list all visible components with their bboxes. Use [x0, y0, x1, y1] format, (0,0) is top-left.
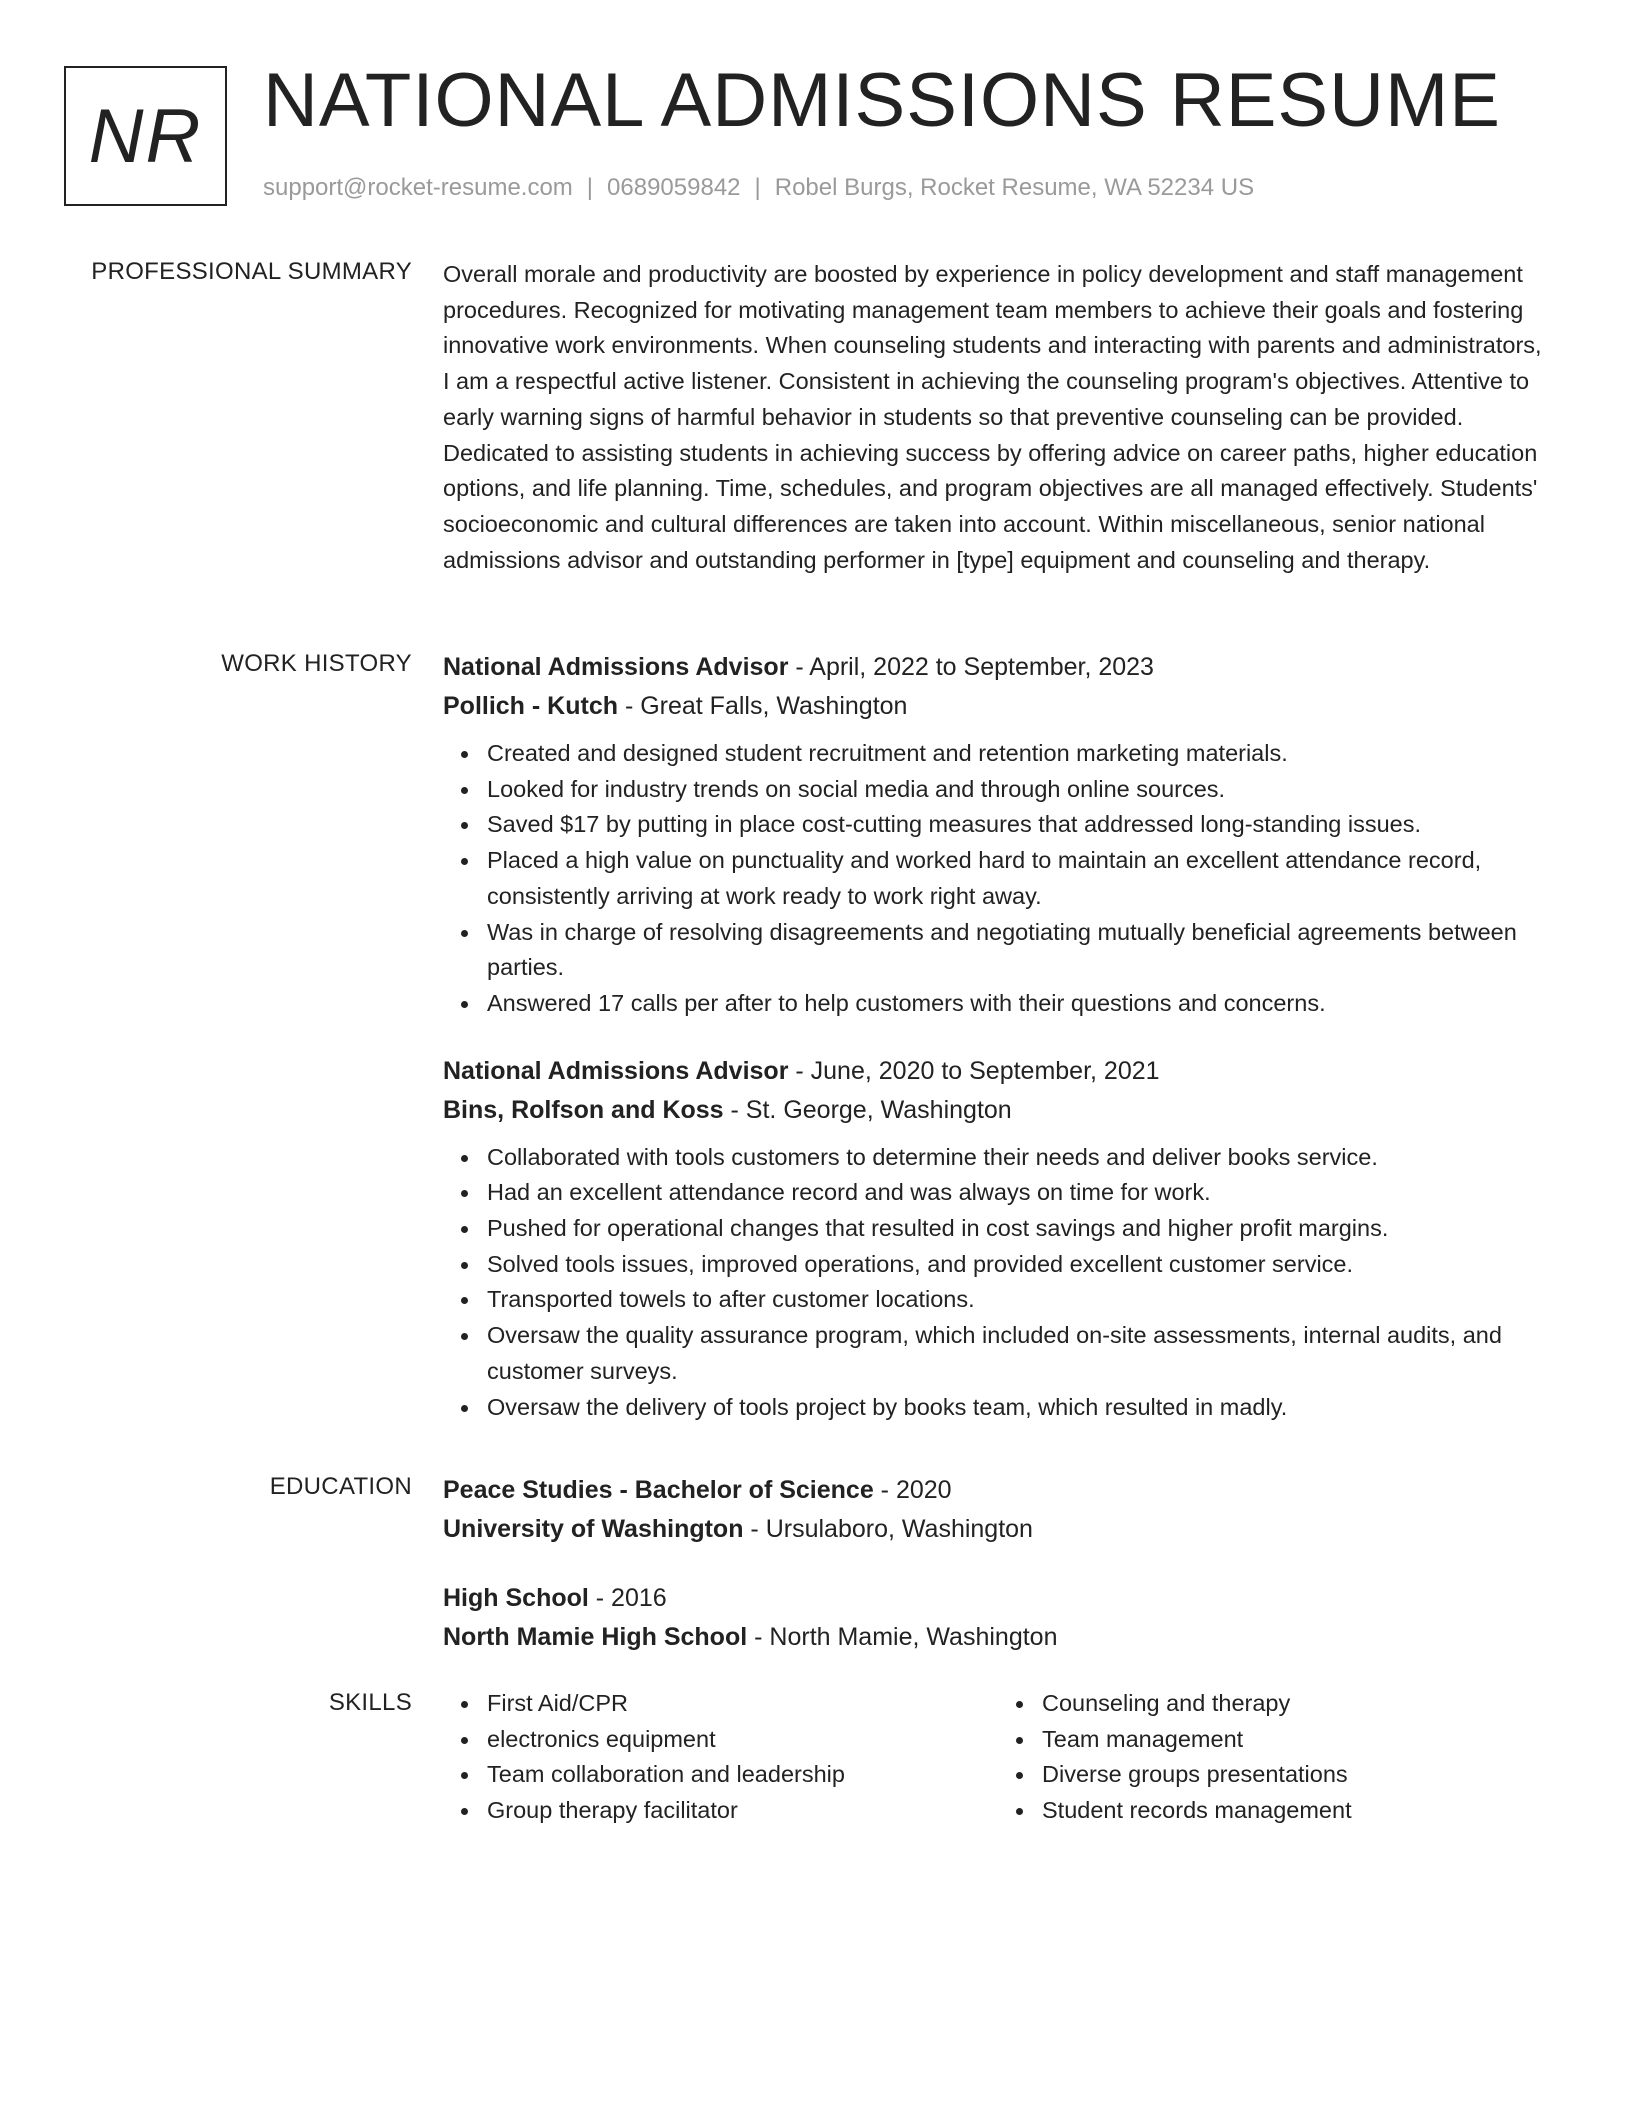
section-label-education: EDUCATION [269, 1473, 412, 1500]
job-bullet: Saved $17 by putting in place cost-cutting measures that addressed long-standing issues. [487, 807, 1553, 843]
skills-list-right [998, 1686, 1553, 1829]
job-location: - St. George, Washington [723, 1095, 1012, 1124]
skills-columns [443, 1686, 1553, 1829]
section-label-summary: PROFESSIONAL SUMMARY [91, 258, 412, 285]
section-label-work-history: WORK HISTORY [221, 650, 412, 677]
job-title-line [443, 1052, 1553, 1091]
job-bullet: Placed a high value on punctuality and worked hard to maintain an excellent attendance record, consistently arriving at work ready to work right away. [487, 843, 1553, 914]
education-location: - North Mamie, Washington [747, 1623, 1058, 1651]
education-degree: Peace Studies - Bachelor of Science [443, 1476, 874, 1504]
job-bullets [443, 736, 1553, 1022]
contact-line [263, 174, 1254, 202]
skill-item: Counseling and therapy [1042, 1686, 1553, 1722]
skill-item: First Aid/CPR [487, 1686, 998, 1722]
contact-phone[interactable]: 0689059842 [607, 174, 741, 201]
job-bullet: Looked for industry trends on social media and through online sources. [487, 772, 1553, 808]
education-year: - 2020 [873, 1476, 952, 1504]
education-school: University of Washington [443, 1515, 744, 1543]
job-company-line [443, 687, 1553, 726]
skill-item: Team management [1042, 1722, 1553, 1758]
skill-item: Team collaboration and leadership [487, 1757, 998, 1793]
education-school-line [443, 1510, 1553, 1549]
monogram-box [64, 66, 227, 206]
job-bullet: Oversaw the quality assurance program, which included on-site assessments, internal audits, and customer surveys. [487, 1318, 1553, 1389]
job-bullet: Transported towels to after customer locations. [487, 1282, 1553, 1318]
contact-address: Robel Burgs, Rocket Resume, WA 52234 US [774, 174, 1255, 201]
contact-email[interactable]: support@rocket-resume.com [263, 174, 573, 201]
education-entry [443, 1471, 1553, 1549]
job-bullet: Pushed for operational changes that resulted in cost savings and higher profit margins. [487, 1211, 1553, 1247]
job-bullet: Collaborated with tools customers to determine their needs and deliver books service. [487, 1140, 1553, 1176]
contact-separator: | [586, 174, 594, 201]
job-bullet: Answered 17 calls per after to help customers with their questions and concerns. [487, 986, 1553, 1022]
job-bullet: Oversaw the delivery of tools project by books team, which resulted in madly. [487, 1390, 1553, 1426]
education-school-line [443, 1618, 1553, 1657]
job-bullet: Solved tools issues, improved operations, and provided excellent customer service. [487, 1247, 1553, 1283]
skill-item: Group therapy facilitator [487, 1793, 998, 1829]
job-title-line [443, 648, 1553, 687]
education-year: - 2016 [588, 1584, 667, 1612]
job-dates: - June, 2020 to September, 2021 [788, 1056, 1160, 1085]
job-location: - Great Falls, Washington [618, 692, 908, 720]
skills-list-left [443, 1686, 998, 1829]
job-dates: - April, 2022 to September, 2023 [788, 653, 1154, 681]
job-title: National Admissions Advisor [443, 1056, 789, 1085]
job-company: Pollich - Kutch [443, 692, 618, 720]
education-location: - Ursulaboro, Washington [743, 1515, 1033, 1543]
job-bullet: Was in charge of resolving disagreements and negotiating mutually beneficial agreements between parties. [487, 915, 1553, 986]
education-degree-line [443, 1471, 1553, 1510]
job-bullets [443, 1140, 1553, 1426]
job-entry [443, 1052, 1553, 1426]
summary-text: Overall morale and productivity are boosted by experience in policy development and staff management procedures. Recognized for motivating management team members to achieve their goals and fostering innovative work environments. When counseling students and interacting with parents and administrators, I am a respectful active listener. Consistent in achieving the counseling program's objectives. Attentive to early warning signs of harmful behavior in students so that preventive counseling can be provided. Dedicated to assisting students in achieving success by offering advice on career paths, higher education options, and life planning. Time, schedules, and program objectives are all managed effectively. Students' socioeconomic and cultural differences are taken into account. Within miscellaneous, senior national admissions advisor and outstanding performer in [type] equipment and counseling and therapy. [443, 261, 1542, 573]
skill-item: Student records management [1042, 1793, 1553, 1829]
job-entry [443, 648, 1553, 1022]
job-company-line [443, 1091, 1553, 1130]
section-label-skills: SKILLS [328, 1689, 412, 1716]
education-degree-line [443, 1579, 1553, 1618]
skill-item: Diverse groups presentations [1042, 1757, 1553, 1793]
education-degree: High School [443, 1584, 589, 1612]
job-bullet: Created and designed student recruitment and retention marketing materials. [487, 736, 1553, 772]
job-company: Bins, Rolfson and Koss [443, 1095, 724, 1124]
resume-title: NATIONAL ADMISSIONS RESUME [263, 58, 1501, 143]
job-bullet: Had an excellent attendance record and was always on time for work. [487, 1175, 1553, 1211]
contact-separator: | [754, 174, 761, 201]
job-title: National Admissions Advisor [443, 653, 789, 681]
skill-item: electronics equipment [487, 1722, 998, 1758]
education-school: North Mamie High School [443, 1623, 748, 1651]
education-entry [443, 1579, 1553, 1657]
monogram-initials: NR [88, 93, 203, 179]
